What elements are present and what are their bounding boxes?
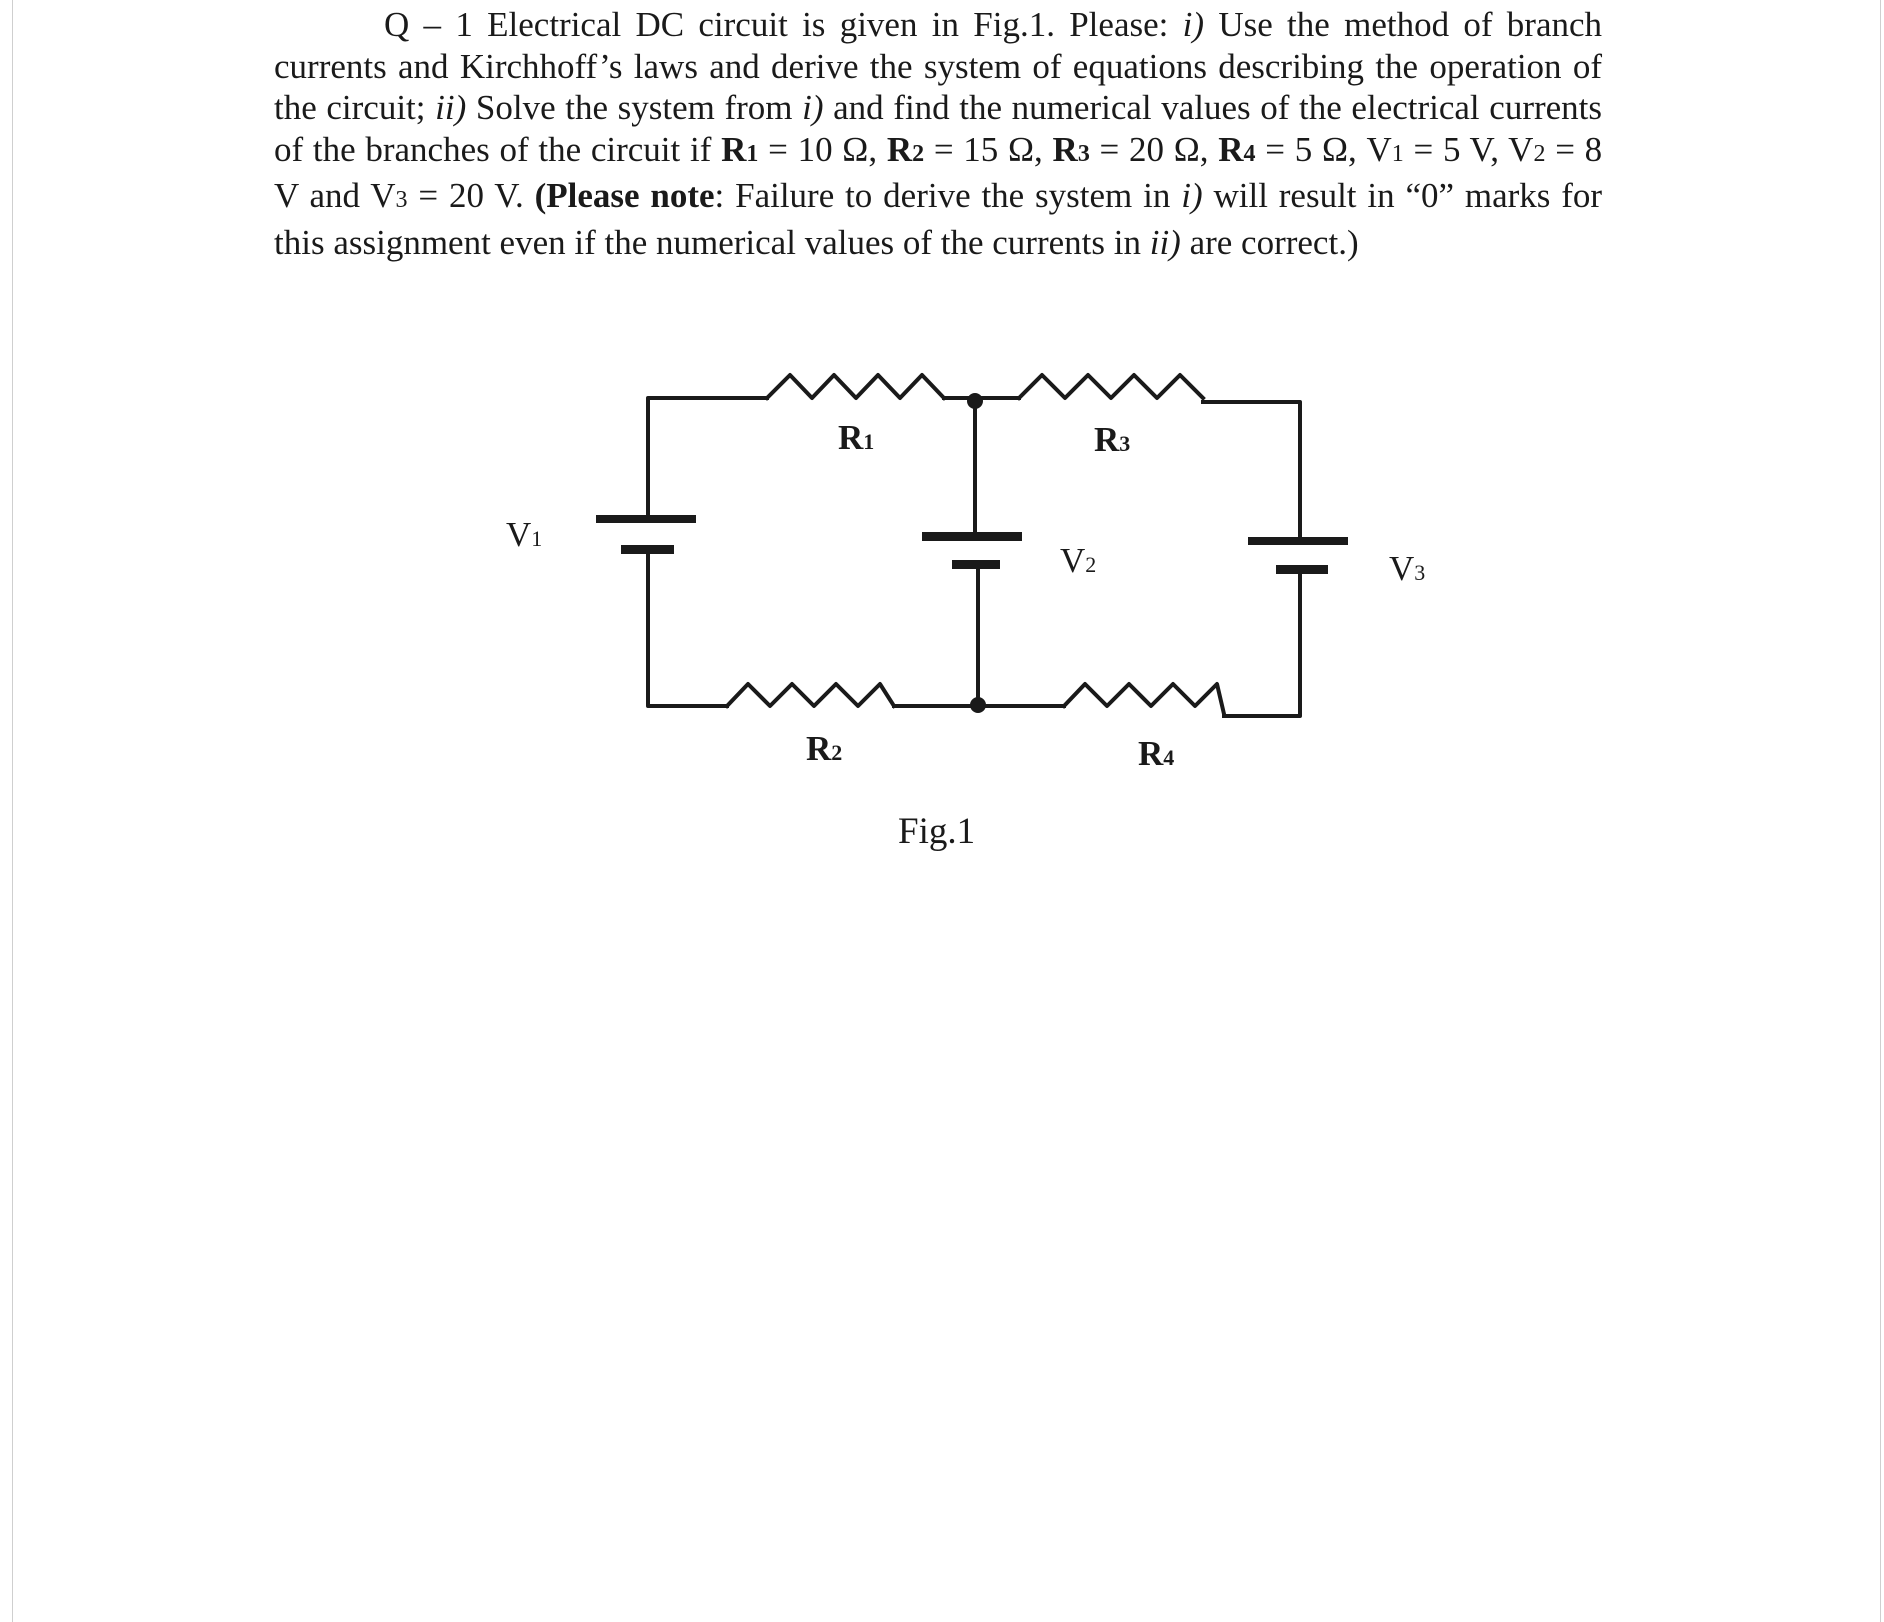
label-r2-index: 2 xyxy=(831,740,843,765)
note-open-paren: ( xyxy=(534,176,547,215)
label-r1-index: 1 xyxy=(863,429,875,454)
r4-value: = 5 Ω, xyxy=(1265,129,1357,169)
note-text-2: will result in “0” marks for this assignment even if the numerical values of the currents in xyxy=(274,176,1603,262)
part-i-marker: i) xyxy=(1182,5,1205,44)
junction-bottom xyxy=(970,697,986,713)
label-v2-index: 2 xyxy=(1085,552,1097,577)
note-text-3: are correct.) xyxy=(1189,222,1359,262)
question-sentence-2: Use the method of branch currents and Kirchhoff’s laws and derive the system of equations describing the operation of the circuit; xyxy=(274,5,1603,127)
question-sentence-1: Electrical DC circuit is given in Fig.1. Please: xyxy=(487,5,1169,44)
resistor-r4 xyxy=(1064,684,1224,714)
label-r4-symbol: R xyxy=(1138,734,1164,773)
r4-symbol: R xyxy=(1218,129,1244,169)
r1-symbol: R xyxy=(721,129,747,169)
part-ii-marker: ii) xyxy=(1149,222,1181,262)
part-ii-marker: ii) xyxy=(435,88,467,127)
wire-bottom-right xyxy=(1224,570,1300,716)
question-sentence-3: Solve the system from xyxy=(475,88,793,127)
label-v3-symbol: V xyxy=(1389,549,1415,588)
figure-caption: Fig.1 xyxy=(898,811,976,852)
junction-top xyxy=(967,393,983,409)
note-label: Please note xyxy=(546,176,715,215)
r2-index: 2 xyxy=(912,140,925,167)
r2-value: = 15 Ω, xyxy=(933,129,1043,169)
battery-v1-long-plate xyxy=(596,515,696,523)
label-r2-symbol: R xyxy=(806,729,832,768)
v3-index: 3 xyxy=(395,187,408,213)
question-label: Q – 1 xyxy=(384,5,473,44)
v3-value: = 20 V. xyxy=(418,176,524,215)
v2-index: 2 xyxy=(1533,140,1546,167)
resistor-r1 xyxy=(767,375,944,398)
label-r2 xyxy=(806,729,842,768)
label-r3-symbol: R xyxy=(1094,420,1120,459)
label-r4-index: 4 xyxy=(1163,745,1175,770)
r3-value: = 20 Ω, xyxy=(1099,129,1209,169)
label-r1-symbol: R xyxy=(838,418,864,457)
label-r1 xyxy=(838,418,874,457)
r1-value: = 10 Ω, xyxy=(768,129,878,169)
label-v1-index: 1 xyxy=(531,526,543,551)
r4-index: 4 xyxy=(1243,140,1256,167)
label-v1-symbol: V xyxy=(506,515,532,554)
v1-value: = 5 V, xyxy=(1413,129,1500,169)
resistor-r2 xyxy=(727,684,894,706)
battery-v3-short-plate xyxy=(1276,565,1328,574)
label-r4 xyxy=(1138,734,1174,773)
note-text-1: : Failure to derive the system in xyxy=(714,176,1171,215)
label-v3-index: 3 xyxy=(1414,560,1426,585)
wire-top-left xyxy=(648,398,767,520)
r1-index: 1 xyxy=(746,140,759,167)
r2-symbol: R xyxy=(886,129,913,169)
v2-value: = 8 V and xyxy=(274,129,1603,215)
r3-index: 3 xyxy=(1077,140,1090,167)
label-r3 xyxy=(1094,420,1130,459)
battery-v2-long-plate xyxy=(922,532,1022,541)
battery-v1-short-plate xyxy=(621,545,674,554)
label-v3 xyxy=(1389,549,1425,588)
v1-index: 1 xyxy=(1391,140,1404,167)
battery-v3-long-plate xyxy=(1248,537,1348,545)
v3-symbol: V xyxy=(370,176,396,215)
r3-symbol: R xyxy=(1052,129,1078,169)
part-i-marker: i) xyxy=(1181,176,1203,215)
wire-top-right xyxy=(1203,402,1300,537)
label-r3-index: 3 xyxy=(1119,431,1131,456)
label-v2 xyxy=(1060,541,1096,580)
label-v2-symbol: V xyxy=(1060,541,1086,580)
resistor-r3 xyxy=(1019,375,1203,398)
battery-v2-short-plate xyxy=(952,560,1000,569)
part-i-marker: i) xyxy=(802,88,824,127)
question-sentence-4: and find the numerical values of the electrical currents of the branches of the circuit if xyxy=(274,88,1603,169)
v2-symbol: V xyxy=(1508,129,1534,169)
wire-left-lower xyxy=(648,552,727,706)
v1-symbol: V xyxy=(1366,129,1392,169)
label-v1 xyxy=(506,515,542,554)
